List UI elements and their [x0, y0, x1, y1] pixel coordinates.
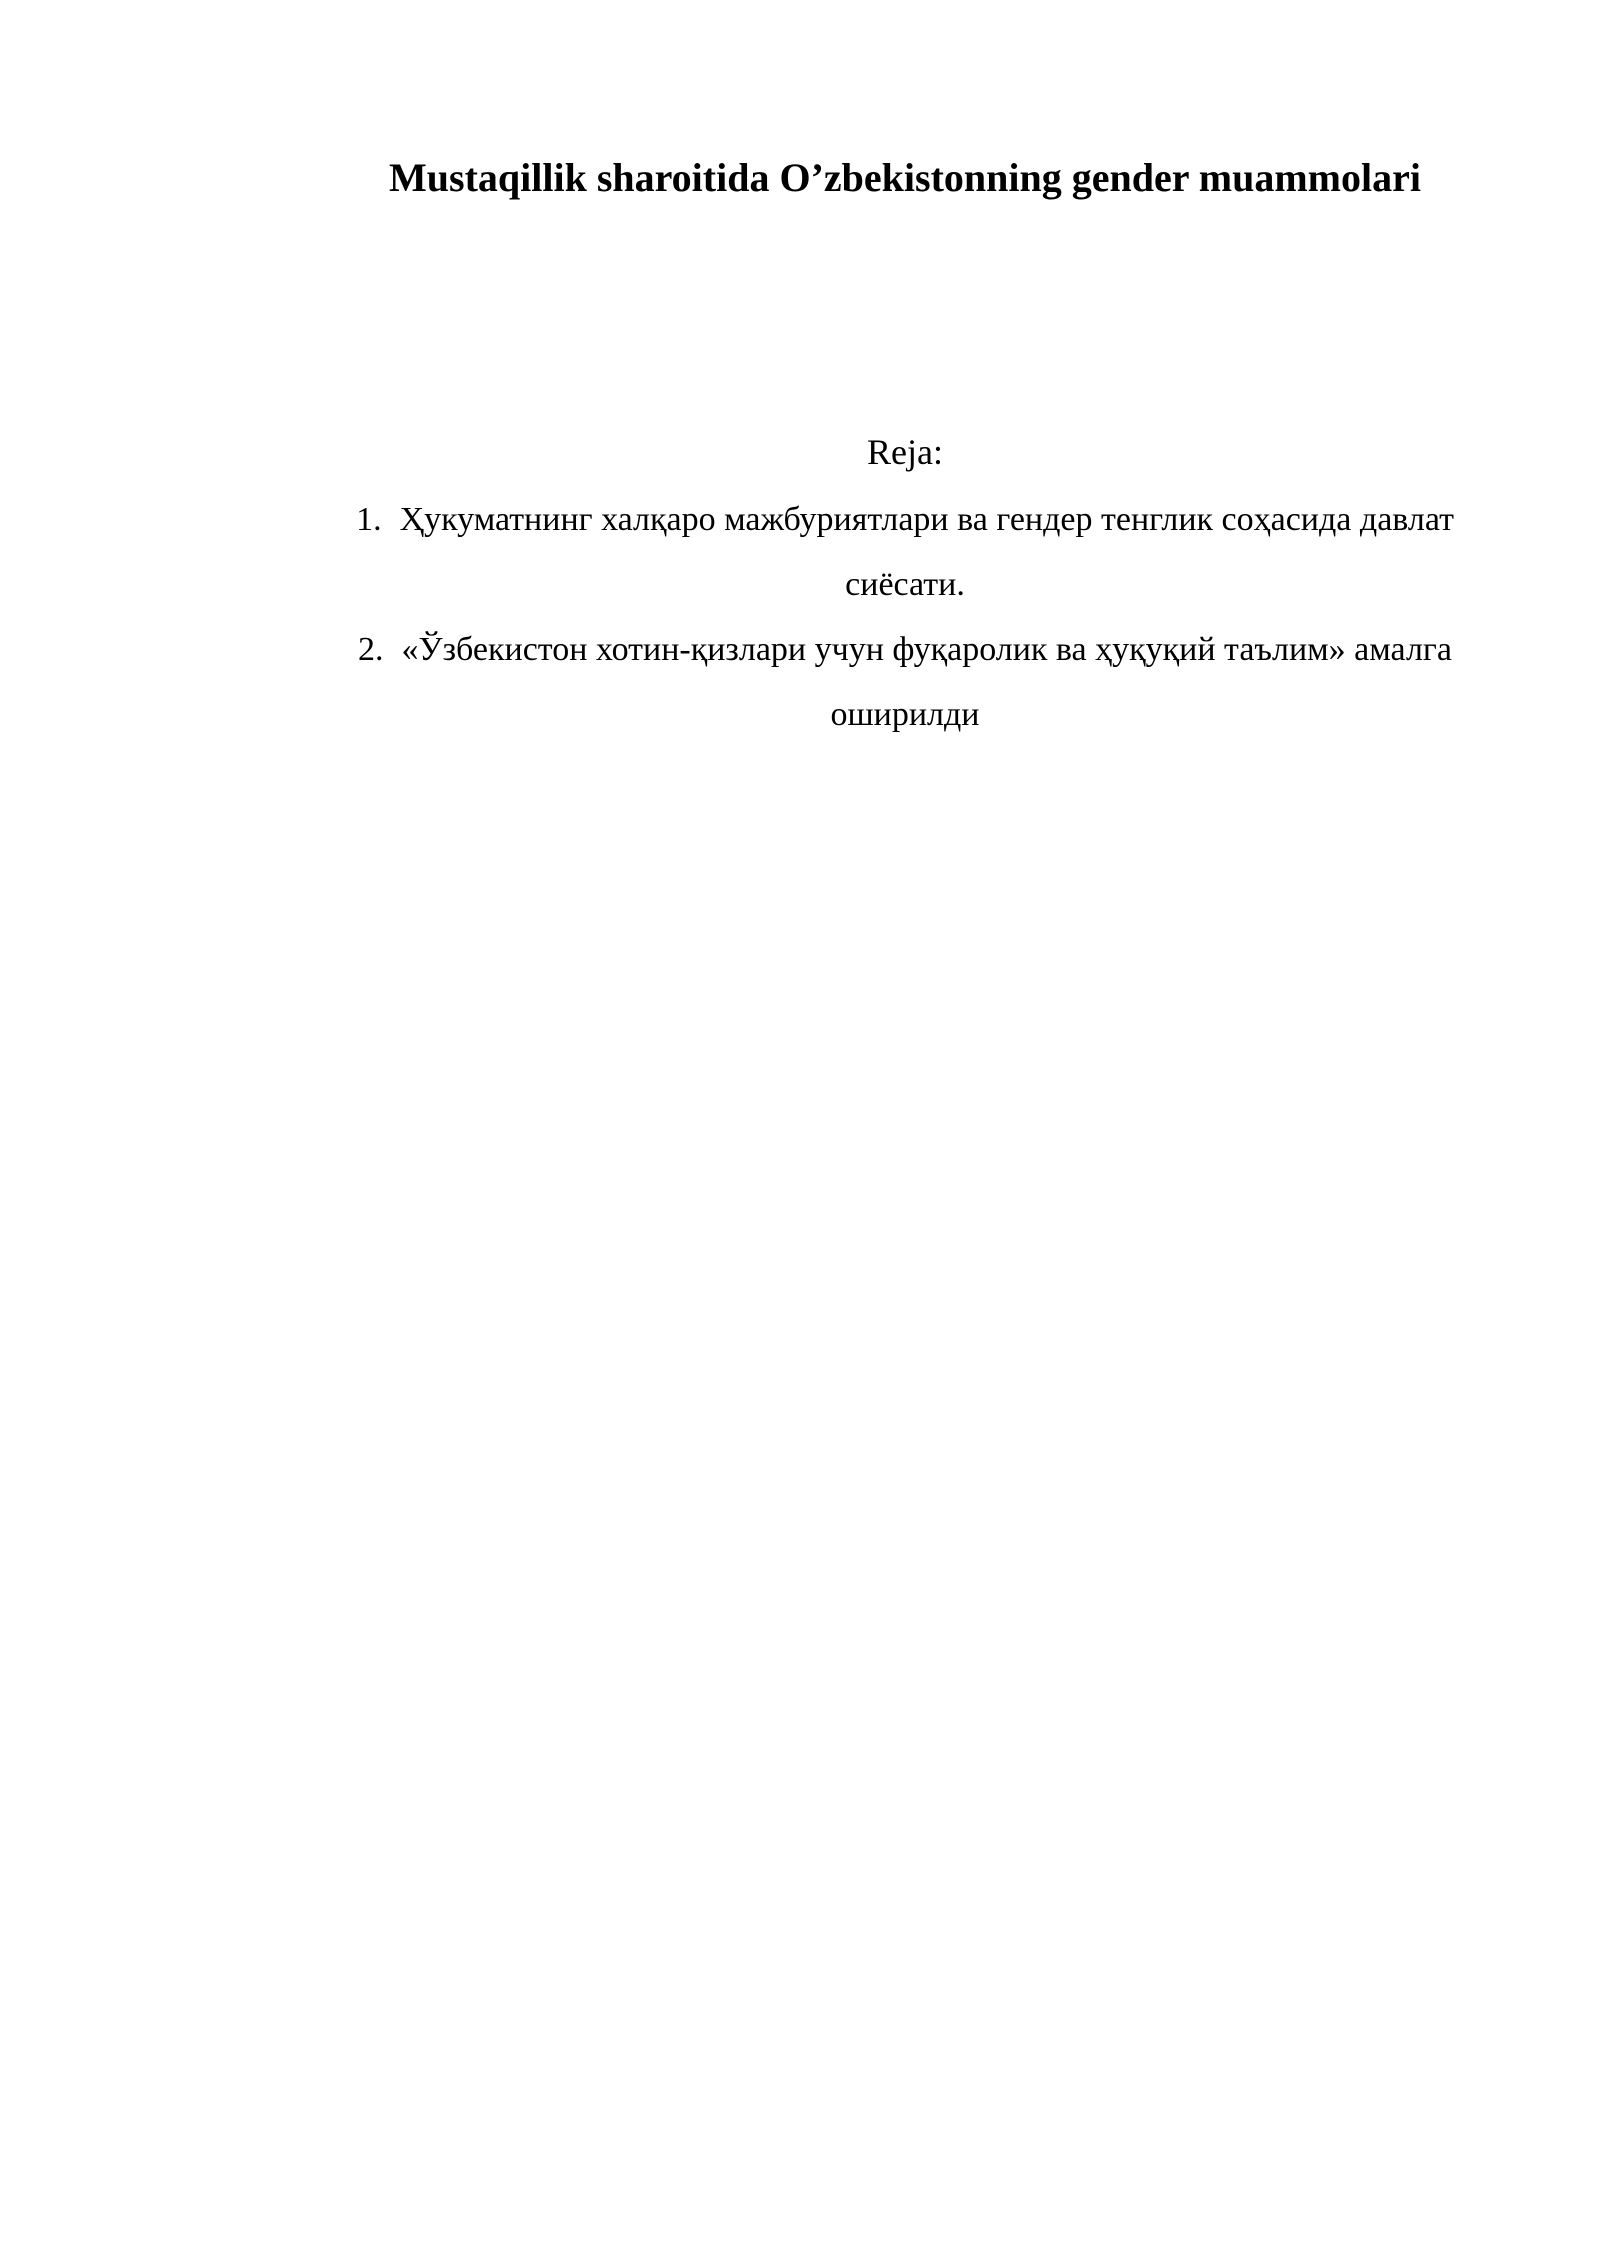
- plan-list: [330, 487, 1480, 747]
- plan-item-1: [330, 487, 1480, 617]
- plan-item-number: 1.: [356, 501, 382, 538]
- document-title: Mustaqillik sharoitida O’zbekistonning gender muammolari: [389, 155, 1421, 200]
- plan-heading: Reja:: [867, 432, 943, 472]
- plan-item-number: 2.: [358, 631, 384, 668]
- plan-item-2: [330, 617, 1480, 747]
- plan-item-text: Ҳукуматнинг халқаро мажбуриятлари ва гендер тенглик соҳасида давлат сиёсати.: [399, 501, 1454, 603]
- plan-item-text: «Ўзбекистон хотин-қизлари учун фуқаролик ва ҳуқуқий таълим» амалга оширилди: [401, 631, 1452, 733]
